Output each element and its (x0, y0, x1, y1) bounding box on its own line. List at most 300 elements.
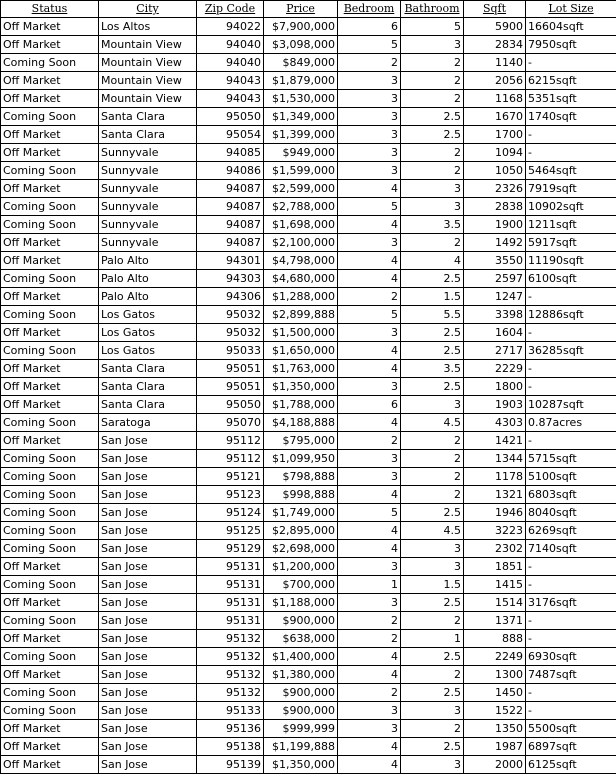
price-cell[interactable]: $1,500,000 (264, 324, 338, 342)
bedroom-cell[interactable]: 3 (338, 702, 401, 720)
price-cell[interactable]: $900,000 (264, 702, 338, 720)
lot-size-cell[interactable]: - (526, 702, 616, 720)
price-cell[interactable]: $1,530,000 (264, 90, 338, 108)
bedroom-cell[interactable]: 3 (338, 144, 401, 162)
header-bedroom[interactable]: Bedroom (338, 1, 401, 18)
zip-code-cell[interactable]: 95129 (197, 540, 264, 558)
zip-code-cell[interactable]: 94040 (197, 54, 264, 72)
zip-code-cell[interactable]: 94306 (197, 288, 264, 306)
bathroom-cell[interactable]: 2.5 (401, 378, 464, 396)
zip-code-cell[interactable]: 95112 (197, 450, 264, 468)
price-cell[interactable]: $1,188,000 (264, 594, 338, 612)
lot-size-cell[interactable]: - (526, 144, 616, 162)
sqft-cell[interactable]: 1140 (464, 54, 526, 72)
status-cell[interactable]: Coming Soon (1, 54, 99, 72)
city-cell[interactable]: San Jose (99, 432, 197, 450)
header-price[interactable]: Price (264, 1, 338, 18)
bathroom-cell[interactable]: 2 (401, 90, 464, 108)
bedroom-cell[interactable]: 2 (338, 612, 401, 630)
header-bathroom[interactable]: Bathroom (401, 1, 464, 18)
city-cell[interactable]: Los Gatos (99, 324, 197, 342)
bathroom-cell[interactable]: 2 (401, 720, 464, 738)
sqft-cell[interactable]: 1344 (464, 450, 526, 468)
bedroom-cell[interactable]: 4 (338, 540, 401, 558)
sqft-cell[interactable]: 4303 (464, 414, 526, 432)
lot-size-cell[interactable]: 16604sqft (526, 18, 616, 36)
sqft-cell[interactable]: 1450 (464, 684, 526, 702)
bathroom-cell[interactable]: 2.5 (401, 504, 464, 522)
zip-code-cell[interactable]: 94085 (197, 144, 264, 162)
zip-code-cell[interactable]: 95138 (197, 738, 264, 756)
city-cell[interactable]: Los Gatos (99, 306, 197, 324)
bathroom-cell[interactable]: 2 (401, 54, 464, 72)
price-cell[interactable]: $1,650,000 (264, 342, 338, 360)
city-cell[interactable]: San Jose (99, 522, 197, 540)
sqft-cell[interactable]: 2249 (464, 648, 526, 666)
sqft-cell[interactable]: 1094 (464, 144, 526, 162)
city-cell[interactable]: San Jose (99, 504, 197, 522)
lot-size-cell[interactable]: 5917sqft (526, 234, 616, 252)
bedroom-cell[interactable]: 5 (338, 36, 401, 54)
city-cell[interactable]: San Jose (99, 648, 197, 666)
lot-size-cell[interactable]: 6125sqft (526, 756, 616, 774)
lot-size-cell[interactable]: - (526, 324, 616, 342)
status-cell[interactable]: Coming Soon (1, 486, 99, 504)
bedroom-cell[interactable]: 5 (338, 198, 401, 216)
zip-code-cell[interactable]: 94043 (197, 72, 264, 90)
bedroom-cell[interactable]: 4 (338, 486, 401, 504)
city-cell[interactable]: San Jose (99, 720, 197, 738)
bedroom-cell[interactable]: 1 (338, 576, 401, 594)
bedroom-cell[interactable]: 4 (338, 666, 401, 684)
price-cell[interactable]: $1,200,000 (264, 558, 338, 576)
sqft-cell[interactable]: 1514 (464, 594, 526, 612)
lot-size-cell[interactable]: 5500sqft (526, 720, 616, 738)
zip-code-cell[interactable]: 95051 (197, 378, 264, 396)
status-cell[interactable]: Coming Soon (1, 414, 99, 432)
status-cell[interactable]: Off Market (1, 360, 99, 378)
status-cell[interactable]: Off Market (1, 378, 99, 396)
price-cell[interactable]: $1,288,000 (264, 288, 338, 306)
zip-code-cell[interactable]: 95032 (197, 324, 264, 342)
bedroom-cell[interactable]: 2 (338, 630, 401, 648)
zip-code-cell[interactable]: 94301 (197, 252, 264, 270)
bedroom-cell[interactable]: 4 (338, 342, 401, 360)
header-city[interactable]: City (99, 1, 197, 18)
zip-code-cell[interactable]: 95131 (197, 576, 264, 594)
sqft-cell[interactable]: 3398 (464, 306, 526, 324)
status-cell[interactable]: Off Market (1, 18, 99, 36)
sqft-cell[interactable]: 1492 (464, 234, 526, 252)
price-cell[interactable]: $1,199,888 (264, 738, 338, 756)
bedroom-cell[interactable]: 4 (338, 522, 401, 540)
lot-size-cell[interactable]: 6803sqft (526, 486, 616, 504)
zip-code-cell[interactable]: 95123 (197, 486, 264, 504)
price-cell[interactable]: $1,763,000 (264, 360, 338, 378)
zip-code-cell[interactable]: 95131 (197, 612, 264, 630)
city-cell[interactable]: Saratoga (99, 414, 197, 432)
zip-code-cell[interactable]: 95050 (197, 108, 264, 126)
bathroom-cell[interactable]: 3.5 (401, 216, 464, 234)
lot-size-cell[interactable]: - (526, 576, 616, 594)
price-cell[interactable]: $3,098,000 (264, 36, 338, 54)
bedroom-cell[interactable]: 4 (338, 252, 401, 270)
bathroom-cell[interactable]: 2.5 (401, 342, 464, 360)
price-cell[interactable]: $7,900,000 (264, 18, 338, 36)
bedroom-cell[interactable]: 2 (338, 288, 401, 306)
lot-size-cell[interactable]: 7919sqft (526, 180, 616, 198)
bedroom-cell[interactable]: 3 (338, 720, 401, 738)
city-cell[interactable]: Santa Clara (99, 108, 197, 126)
sqft-cell[interactable]: 1903 (464, 396, 526, 414)
price-cell[interactable]: $1,350,000 (264, 756, 338, 774)
price-cell[interactable]: $2,100,000 (264, 234, 338, 252)
bathroom-cell[interactable]: 2 (401, 234, 464, 252)
status-cell[interactable]: Coming Soon (1, 504, 99, 522)
price-cell[interactable]: $4,188,888 (264, 414, 338, 432)
status-cell[interactable]: Coming Soon (1, 216, 99, 234)
city-cell[interactable]: San Jose (99, 630, 197, 648)
bedroom-cell[interactable]: 5 (338, 504, 401, 522)
sqft-cell[interactable]: 2717 (464, 342, 526, 360)
lot-size-cell[interactable]: 6215sqft (526, 72, 616, 90)
sqft-cell[interactable]: 1987 (464, 738, 526, 756)
city-cell[interactable]: San Jose (99, 738, 197, 756)
lot-size-cell[interactable]: 7487sqft (526, 666, 616, 684)
bedroom-cell[interactable]: 3 (338, 162, 401, 180)
bathroom-cell[interactable]: 3 (401, 558, 464, 576)
status-cell[interactable]: Off Market (1, 630, 99, 648)
sqft-cell[interactable]: 1300 (464, 666, 526, 684)
lot-size-cell[interactable]: - (526, 432, 616, 450)
sqft-cell[interactable]: 1050 (464, 162, 526, 180)
city-cell[interactable]: San Jose (99, 756, 197, 774)
lot-size-cell[interactable]: 0.87acres (526, 414, 616, 432)
price-cell[interactable]: $798,888 (264, 468, 338, 486)
sqft-cell[interactable]: 5900 (464, 18, 526, 36)
zip-code-cell[interactable]: 95032 (197, 306, 264, 324)
city-cell[interactable]: San Jose (99, 576, 197, 594)
status-cell[interactable]: Coming Soon (1, 648, 99, 666)
sqft-cell[interactable]: 1168 (464, 90, 526, 108)
city-cell[interactable]: Mountain View (99, 36, 197, 54)
zip-code-cell[interactable]: 95112 (197, 432, 264, 450)
lot-size-cell[interactable]: 36285sqft (526, 342, 616, 360)
zip-code-cell[interactable]: 95139 (197, 756, 264, 774)
bathroom-cell[interactable]: 1.5 (401, 576, 464, 594)
zip-code-cell[interactable]: 95124 (197, 504, 264, 522)
city-cell[interactable]: Mountain View (99, 72, 197, 90)
bedroom-cell[interactable]: 4 (338, 648, 401, 666)
city-cell[interactable]: Sunnyvale (99, 234, 197, 252)
bedroom-cell[interactable]: 2 (338, 684, 401, 702)
status-cell[interactable]: Off Market (1, 90, 99, 108)
lot-size-cell[interactable]: 6100sqft (526, 270, 616, 288)
zip-code-cell[interactable]: 94043 (197, 90, 264, 108)
bathroom-cell[interactable]: 4.5 (401, 414, 464, 432)
bathroom-cell[interactable]: 4.5 (401, 522, 464, 540)
lot-size-cell[interactable]: 12886sqft (526, 306, 616, 324)
lot-size-cell[interactable]: 10287sqft (526, 396, 616, 414)
bathroom-cell[interactable]: 4 (401, 252, 464, 270)
price-cell[interactable]: $998,888 (264, 486, 338, 504)
zip-code-cell[interactable]: 95136 (197, 720, 264, 738)
bedroom-cell[interactable]: 4 (338, 180, 401, 198)
zip-code-cell[interactable]: 94086 (197, 162, 264, 180)
bathroom-cell[interactable]: 3.5 (401, 360, 464, 378)
sqft-cell[interactable]: 2000 (464, 756, 526, 774)
lot-size-cell[interactable]: - (526, 558, 616, 576)
price-cell[interactable]: $1,399,000 (264, 126, 338, 144)
header-lot-size[interactable]: Lot Size (526, 1, 616, 18)
status-cell[interactable]: Coming Soon (1, 162, 99, 180)
bathroom-cell[interactable]: 5 (401, 18, 464, 36)
price-cell[interactable]: $1,698,000 (264, 216, 338, 234)
city-cell[interactable]: San Jose (99, 558, 197, 576)
price-cell[interactable]: $2,599,000 (264, 180, 338, 198)
price-cell[interactable]: $1,350,000 (264, 378, 338, 396)
bathroom-cell[interactable]: 2.5 (401, 270, 464, 288)
city-cell[interactable]: Palo Alto (99, 252, 197, 270)
lot-size-cell[interactable]: 6269sqft (526, 522, 616, 540)
sqft-cell[interactable]: 2838 (464, 198, 526, 216)
status-cell[interactable]: Off Market (1, 720, 99, 738)
price-cell[interactable]: $849,000 (264, 54, 338, 72)
price-cell[interactable]: $4,798,000 (264, 252, 338, 270)
bedroom-cell[interactable]: 2 (338, 54, 401, 72)
lot-size-cell[interactable]: 6897sqft (526, 738, 616, 756)
zip-code-cell[interactable]: 95131 (197, 558, 264, 576)
bathroom-cell[interactable]: 2.5 (401, 126, 464, 144)
price-cell[interactable]: $2,899,888 (264, 306, 338, 324)
sqft-cell[interactable]: 2326 (464, 180, 526, 198)
price-cell[interactable]: $2,698,000 (264, 540, 338, 558)
status-cell[interactable]: Off Market (1, 36, 99, 54)
bedroom-cell[interactable]: 3 (338, 126, 401, 144)
lot-size-cell[interactable]: - (526, 126, 616, 144)
price-cell[interactable]: $4,680,000 (264, 270, 338, 288)
header-sqft[interactable]: Sqft (464, 1, 526, 18)
status-cell[interactable]: Coming Soon (1, 684, 99, 702)
city-cell[interactable]: San Jose (99, 612, 197, 630)
bedroom-cell[interactable]: 3 (338, 450, 401, 468)
zip-code-cell[interactable]: 95054 (197, 126, 264, 144)
city-cell[interactable]: Mountain View (99, 90, 197, 108)
bedroom-cell[interactable]: 4 (338, 738, 401, 756)
status-cell[interactable]: Coming Soon (1, 702, 99, 720)
bedroom-cell[interactable]: 3 (338, 468, 401, 486)
sqft-cell[interactable]: 3223 (464, 522, 526, 540)
zip-code-cell[interactable]: 94087 (197, 234, 264, 252)
price-cell[interactable]: $638,000 (264, 630, 338, 648)
bathroom-cell[interactable]: 2 (401, 432, 464, 450)
bathroom-cell[interactable]: 2 (401, 72, 464, 90)
bathroom-cell[interactable]: 3 (401, 396, 464, 414)
bedroom-cell[interactable]: 3 (338, 324, 401, 342)
status-cell[interactable]: Coming Soon (1, 342, 99, 360)
status-cell[interactable]: Off Market (1, 180, 99, 198)
city-cell[interactable]: Sunnyvale (99, 144, 197, 162)
zip-code-cell[interactable]: 95133 (197, 702, 264, 720)
lot-size-cell[interactable]: - (526, 54, 616, 72)
bathroom-cell[interactable]: 2.5 (401, 108, 464, 126)
price-cell[interactable]: $900,000 (264, 684, 338, 702)
sqft-cell[interactable]: 1178 (464, 468, 526, 486)
bedroom-cell[interactable]: 6 (338, 396, 401, 414)
sqft-cell[interactable]: 1900 (464, 216, 526, 234)
sqft-cell[interactable]: 1522 (464, 702, 526, 720)
sqft-cell[interactable]: 1700 (464, 126, 526, 144)
city-cell[interactable]: San Jose (99, 468, 197, 486)
zip-code-cell[interactable]: 94022 (197, 18, 264, 36)
city-cell[interactable]: Sunnyvale (99, 162, 197, 180)
zip-code-cell[interactable]: 95051 (197, 360, 264, 378)
zip-code-cell[interactable]: 95132 (197, 648, 264, 666)
bathroom-cell[interactable]: 2.5 (401, 648, 464, 666)
sqft-cell[interactable]: 1800 (464, 378, 526, 396)
city-cell[interactable]: Mountain View (99, 54, 197, 72)
lot-size-cell[interactable]: 8040sqft (526, 504, 616, 522)
bedroom-cell[interactable]: 4 (338, 360, 401, 378)
city-cell[interactable]: Santa Clara (99, 378, 197, 396)
status-cell[interactable]: Off Market (1, 738, 99, 756)
bedroom-cell[interactable]: 3 (338, 90, 401, 108)
status-cell[interactable]: Off Market (1, 324, 99, 342)
sqft-cell[interactable]: 1946 (464, 504, 526, 522)
status-cell[interactable]: Off Market (1, 252, 99, 270)
sqft-cell[interactable]: 1321 (464, 486, 526, 504)
price-cell[interactable]: $1,400,000 (264, 648, 338, 666)
zip-code-cell[interactable]: 94087 (197, 198, 264, 216)
sqft-cell[interactable]: 1421 (464, 432, 526, 450)
city-cell[interactable]: Santa Clara (99, 396, 197, 414)
bedroom-cell[interactable]: 2 (338, 432, 401, 450)
bedroom-cell[interactable]: 5 (338, 306, 401, 324)
status-cell[interactable]: Off Market (1, 126, 99, 144)
city-cell[interactable]: Los Altos (99, 18, 197, 36)
bedroom-cell[interactable]: 6 (338, 18, 401, 36)
lot-size-cell[interactable]: - (526, 630, 616, 648)
sqft-cell[interactable]: 2597 (464, 270, 526, 288)
price-cell[interactable]: $999,999 (264, 720, 338, 738)
bedroom-cell[interactable]: 3 (338, 378, 401, 396)
status-cell[interactable]: Off Market (1, 432, 99, 450)
bathroom-cell[interactable]: 2 (401, 666, 464, 684)
bathroom-cell[interactable]: 2.5 (401, 684, 464, 702)
bathroom-cell[interactable]: 2 (401, 486, 464, 504)
lot-size-cell[interactable]: 11190sqft (526, 252, 616, 270)
status-cell[interactable]: Off Market (1, 288, 99, 306)
price-cell[interactable]: $1,380,000 (264, 666, 338, 684)
status-cell[interactable]: Coming Soon (1, 270, 99, 288)
status-cell[interactable]: Off Market (1, 666, 99, 684)
city-cell[interactable]: San Jose (99, 684, 197, 702)
lot-size-cell[interactable]: 5100sqft (526, 468, 616, 486)
bedroom-cell[interactable]: 4 (338, 216, 401, 234)
header-status[interactable]: Status (1, 1, 99, 18)
bedroom-cell[interactable]: 3 (338, 234, 401, 252)
lot-size-cell[interactable]: - (526, 378, 616, 396)
sqft-cell[interactable]: 888 (464, 630, 526, 648)
bedroom-cell[interactable]: 3 (338, 594, 401, 612)
sqft-cell[interactable]: 2302 (464, 540, 526, 558)
status-cell[interactable]: Coming Soon (1, 612, 99, 630)
bathroom-cell[interactable]: 2.5 (401, 324, 464, 342)
zip-code-cell[interactable]: 94303 (197, 270, 264, 288)
bedroom-cell[interactable]: 4 (338, 414, 401, 432)
price-cell[interactable]: $700,000 (264, 576, 338, 594)
bathroom-cell[interactable]: 2.5 (401, 738, 464, 756)
city-cell[interactable]: Los Gatos (99, 342, 197, 360)
sqft-cell[interactable]: 2056 (464, 72, 526, 90)
status-cell[interactable]: Off Market (1, 234, 99, 252)
price-cell[interactable]: $1,349,000 (264, 108, 338, 126)
lot-size-cell[interactable]: 5715sqft (526, 450, 616, 468)
status-cell[interactable]: Coming Soon (1, 522, 99, 540)
status-cell[interactable]: Off Market (1, 756, 99, 774)
status-cell[interactable]: Coming Soon (1, 540, 99, 558)
bathroom-cell[interactable]: 2 (401, 162, 464, 180)
zip-code-cell[interactable]: 95033 (197, 342, 264, 360)
bathroom-cell[interactable]: 1 (401, 630, 464, 648)
price-cell[interactable]: $2,895,000 (264, 522, 338, 540)
lot-size-cell[interactable]: - (526, 684, 616, 702)
city-cell[interactable]: Palo Alto (99, 288, 197, 306)
bedroom-cell[interactable]: 3 (338, 108, 401, 126)
zip-code-cell[interactable]: 95050 (197, 396, 264, 414)
bathroom-cell[interactable]: 2.5 (401, 594, 464, 612)
lot-size-cell[interactable]: 7950sqft (526, 36, 616, 54)
bathroom-cell[interactable]: 2 (401, 468, 464, 486)
lot-size-cell[interactable]: 7140sqft (526, 540, 616, 558)
status-cell[interactable]: Coming Soon (1, 450, 99, 468)
lot-size-cell[interactable]: 6930sqft (526, 648, 616, 666)
zip-code-cell[interactable]: 94087 (197, 180, 264, 198)
bathroom-cell[interactable]: 1.5 (401, 288, 464, 306)
city-cell[interactable]: San Jose (99, 594, 197, 612)
city-cell[interactable]: Sunnyvale (99, 216, 197, 234)
city-cell[interactable]: Sunnyvale (99, 198, 197, 216)
zip-code-cell[interactable]: 94040 (197, 36, 264, 54)
lot-size-cell[interactable]: 1740sqft (526, 108, 616, 126)
status-cell[interactable]: Coming Soon (1, 468, 99, 486)
city-cell[interactable]: Santa Clara (99, 126, 197, 144)
sqft-cell[interactable]: 1851 (464, 558, 526, 576)
city-cell[interactable]: San Jose (99, 486, 197, 504)
sqft-cell[interactable]: 1350 (464, 720, 526, 738)
price-cell[interactable]: $900,000 (264, 612, 338, 630)
city-cell[interactable]: San Jose (99, 702, 197, 720)
status-cell[interactable]: Coming Soon (1, 108, 99, 126)
status-cell[interactable]: Off Market (1, 558, 99, 576)
bathroom-cell[interactable]: 2 (401, 612, 464, 630)
bathroom-cell[interactable]: 3 (401, 180, 464, 198)
lot-size-cell[interactable]: 3176sqft (526, 594, 616, 612)
zip-code-cell[interactable]: 95132 (197, 684, 264, 702)
status-cell[interactable]: Off Market (1, 594, 99, 612)
sqft-cell[interactable]: 1670 (464, 108, 526, 126)
status-cell[interactable]: Coming Soon (1, 198, 99, 216)
sqft-cell[interactable]: 1604 (464, 324, 526, 342)
status-cell[interactable]: Coming Soon (1, 576, 99, 594)
zip-code-cell[interactable]: 95121 (197, 468, 264, 486)
city-cell[interactable]: Palo Alto (99, 270, 197, 288)
city-cell[interactable]: Santa Clara (99, 360, 197, 378)
lot-size-cell[interactable]: 10902sqft (526, 198, 616, 216)
bathroom-cell[interactable]: 3 (401, 702, 464, 720)
sqft-cell[interactable]: 3550 (464, 252, 526, 270)
sqft-cell[interactable]: 1371 (464, 612, 526, 630)
